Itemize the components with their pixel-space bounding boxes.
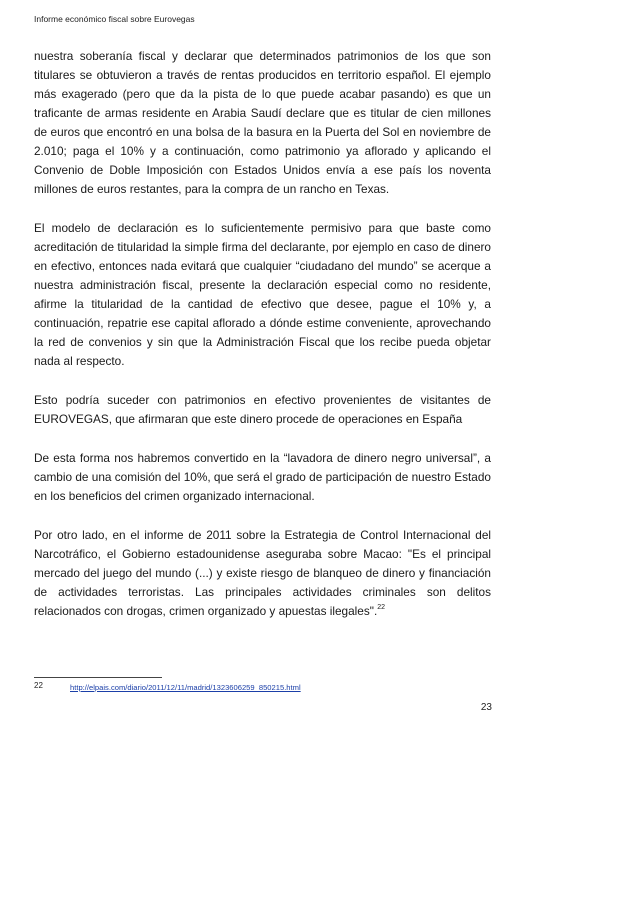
footnote (34, 683, 494, 693)
paragraph-4: De esta forma nos habremos convertido en la “lavadora de dinero negro universal”, a cambio de una comisión del 10%, que será el grado de participación de nuestro Estado en los beneficios del crimen organizado internacional. (34, 451, 491, 503)
running-header: Informe económico fiscal sobre Eurovegas (34, 14, 195, 24)
paragraph-5: Por otro lado, en el informe de 2011 sobre la Estrategia de Control Internacional del Narcotráfico, el Gobierno estadounidense aseguraba sobre Macao: "Es el principal mercado del juego del mundo (...) y existe riesgo de blanqueo de dinero y financiación de actividades terroristas. Las principales actividades criminales son delitos relacionados con drogas, crimen organizado y apuestas ilegales". (34, 528, 491, 618)
footnote-number: 22 (34, 681, 43, 690)
paragraph-1: nuestra soberanía fiscal y declarar que determinados patrimonios de los que son titulares se obtuvieron a través de rentas producidos en territorio español. El ejemplo más exagerado (pero que da la pista de lo que puede acabar pasando) es que un traficante de armas residente en Arabia Saudí declare que es titular de cien millones de euros que encontró en una bolsa de la basura en la Puerta del Sol en noviembre de 2.010; paga el 10% y a continuación, como patrimonio ya aflorado y aplicando el Convenio de Doble Imposición con Estados Unidos envía a ese país los noventa millones de euros restantes, para la compra de un rancho en Texas. (34, 49, 491, 196)
footnote-reference[interactable]: 22 (377, 604, 386, 612)
paragraph-3: Esto podría suceder con patrimonios en efectivo provenientes de visitantes de EUROVEGAS, que afirmaran que este dinero procede de operaciones en España (34, 393, 491, 426)
paragraph-5-wrapper (34, 526, 491, 621)
paragraph-2: El modelo de declaración es lo suficientemente permisivo para que baste como acreditación de titularidad la simple firma del declarante, por ejemplo en caso de dinero en efectivo, entonces nada evitará que cualquier “ciudadano del mundo” se acerque a nuestra administración fiscal, presente la declaración especial como no residente, afirme la titularidad de la cantidad de efectivo que desee, pague el 10% y, a continuación, repatrie ese capital aflorado a dónde estime conveniente, aprovechando la red de convenios y sin que la Administración Fiscal que los recibe pueda objetar nada al respecto. (34, 221, 491, 368)
page-number: 23 (480, 702, 492, 713)
body-text (34, 47, 491, 621)
footnote-divider (34, 677, 162, 678)
footnote-link[interactable]: http://elpais.com/diario/2011/12/11/madrid/1323606259_850215.html (70, 683, 301, 692)
